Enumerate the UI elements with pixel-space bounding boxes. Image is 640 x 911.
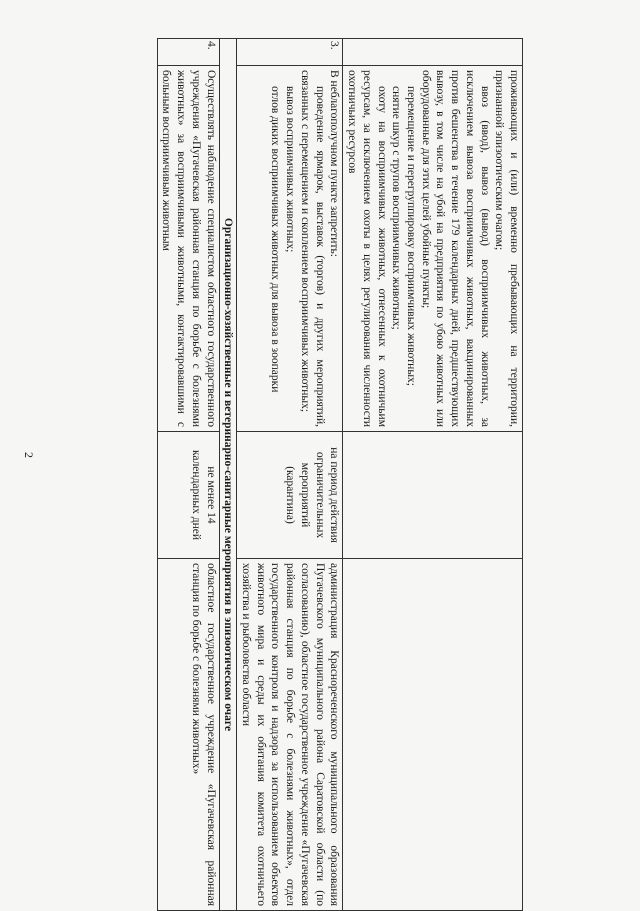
table-row (237, 39, 343, 911)
measure-paragraph: охоту на восприимчивых животных, отнесенных к охотничьим ресурсам, за исключением охоты в целях регулирования численности охотничьих ресурсов (346, 70, 388, 427)
responsible-cell: областное государственное учреждение «Пугачевская районная станция по борьбе с болезнями животных» (157, 559, 219, 911)
measure-paragraph: перемещение и перегруппировку восприимчивых животных; (404, 86, 417, 386)
rotated-page-content (83, 38, 523, 906)
measure-text (237, 66, 343, 432)
measure-text (343, 66, 523, 432)
term-cell: не менее 14 календарных дней (157, 432, 219, 559)
measure-paragraph: ввоз (ввод), вывоз (вывод) восприимчивых животных, за исключением вывоза восприимчивых животных, вакцинированных против бешенства в течение 179 календарных дней, предшествующих вывозу, в том числе на убой на предприятия по убою животных или оборудованные для этих целей убойные пункты; (419, 70, 491, 427)
term-cell: на период действия ограничительных мероприятий (карантина) (237, 432, 343, 559)
responsible-cell: администрация Краснореченского муниципального образования Пугачевского муниципального района Саратовской области (по согласованию), областное государственное учреждение «Пугачевская районная станция по борьбе с болезнями животных», отдел государственного контроля и надзора за использованием объектов животного мира и среды их обитания комитета охотничьего хозяйства и рыболовства области (237, 559, 343, 911)
section-heading: Организационно-хозяйственные и ветеринарно-санитарные мероприятия в эпизоотическом очаге (219, 39, 237, 911)
row-number (343, 39, 523, 66)
responsible-cell (343, 559, 523, 911)
table-row (157, 39, 219, 911)
measures-table (157, 38, 523, 911)
measure-paragraph: Осуществлять наблюдение специалистом областного государственного учреждения «Пугачевская районная станция по борьбе с болезнями животных» за восприимчивыми животными, контактировавшими с больным восприимчивым животным (160, 70, 217, 427)
measure-paragraph: проведение ярмарок, выставок (торгов) и других мероприятий, связанных с перемещением и скоплением восприимчивых животных; (298, 70, 326, 427)
page-number: 2 (22, 452, 36, 458)
row-number: 3. (237, 39, 343, 66)
measure-text (157, 66, 219, 432)
table-row (343, 39, 523, 911)
measure-paragraph: вывоз восприимчивых животных; (284, 86, 297, 253)
section-row (219, 39, 237, 911)
measure-paragraph: снятие шкур с трупов восприимчивых животных; (390, 86, 403, 330)
measure-paragraph: отлов диких восприимчивых животных для вывоза в зоопарки (269, 86, 282, 393)
term-cell (343, 432, 523, 559)
measure-paragraph: проживающих и (или) временно пребывающих на территории, признанной эпизоотическим очагом; (493, 70, 520, 427)
row-number: 4. (157, 39, 219, 66)
measure-paragraph: В неблагополучном пункте запретить: (328, 70, 341, 257)
